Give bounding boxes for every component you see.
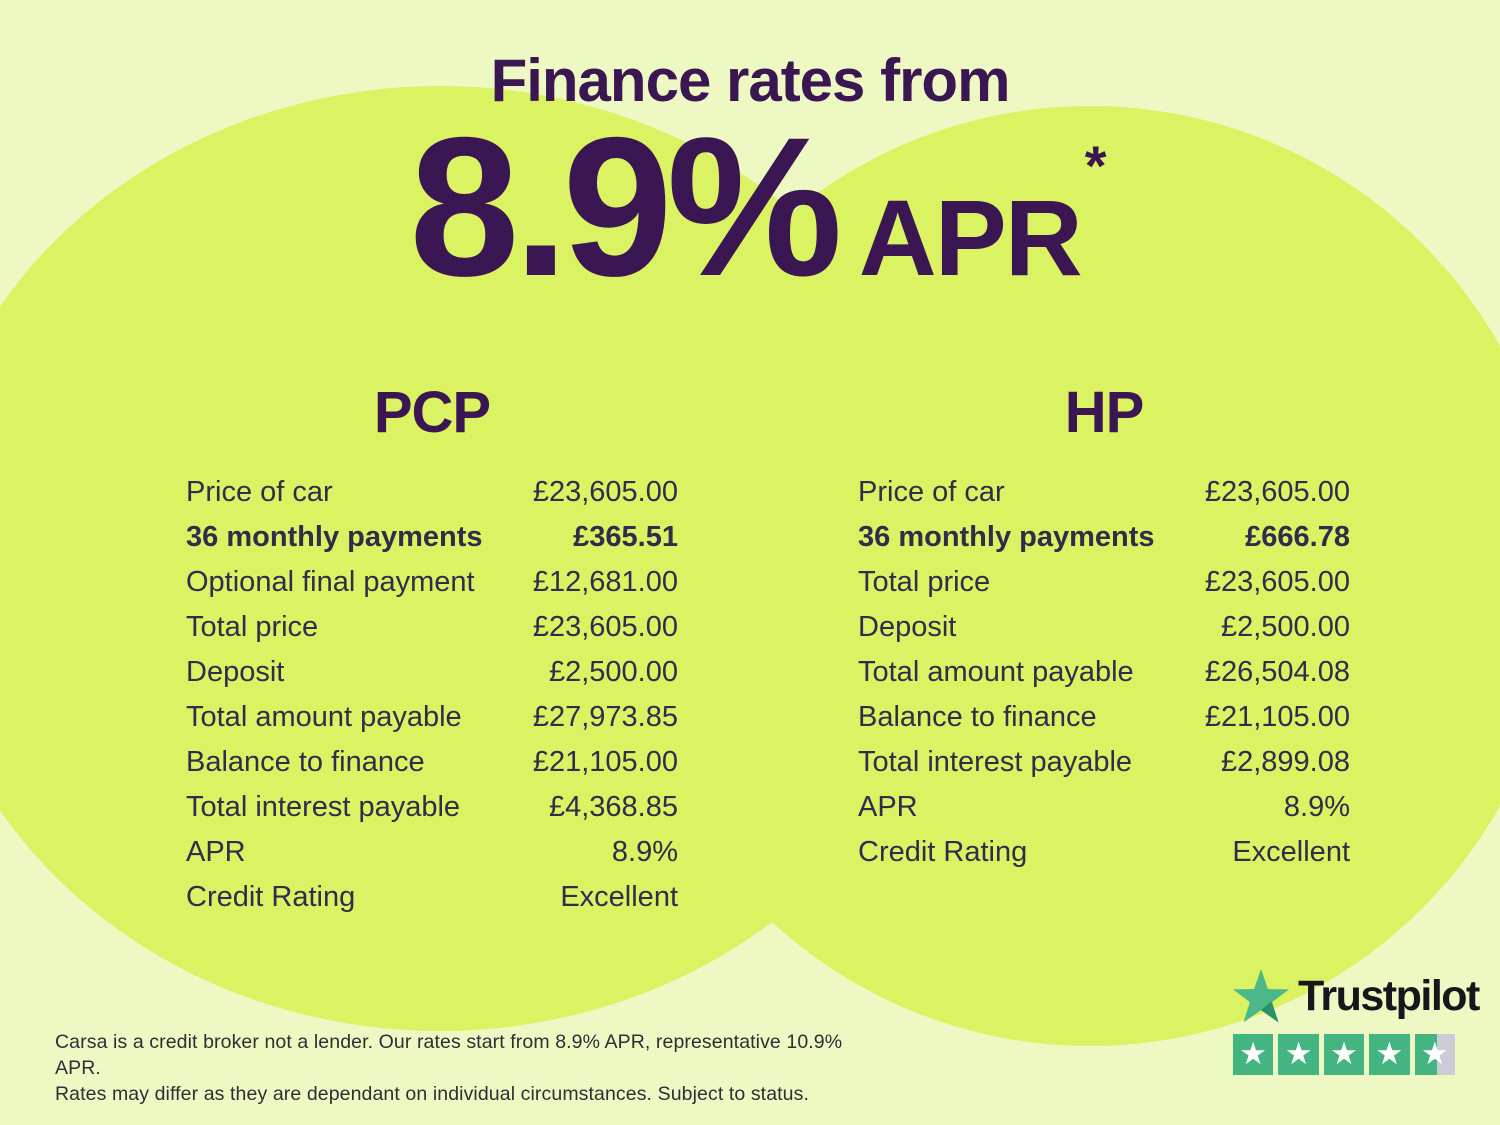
row-label: Credit Rating	[186, 881, 356, 913]
row-label: APR	[186, 836, 246, 868]
row-label: Deposit	[186, 656, 285, 688]
row-label: Total interest payable	[186, 791, 461, 823]
pcp-rows	[186, 470, 678, 920]
rate-unit	[858, 134, 1105, 298]
row-label: Total interest payable	[858, 746, 1133, 778]
table-row	[858, 740, 1350, 785]
row-label: Optional final payment	[186, 566, 475, 598]
row-label: Total amount payable	[858, 656, 1134, 688]
trustpilot-wordmark: Trustpilot	[1298, 971, 1479, 1020]
hp-finance-table	[858, 382, 1350, 875]
star-icon: ★	[1330, 1036, 1358, 1072]
row-value: £4,368.85	[548, 791, 678, 823]
trustpilot-rating-stars	[1233, 1034, 1455, 1075]
row-value: £2,500.00	[548, 656, 678, 688]
star-icon: ★	[1375, 1036, 1404, 1072]
headline-rate	[409, 96, 1105, 317]
table-row	[186, 470, 678, 515]
table-row	[186, 605, 678, 650]
row-value: £2,500.00	[1220, 611, 1350, 643]
table-row	[858, 830, 1350, 875]
table-row	[858, 785, 1350, 830]
rate-value: 8.9%	[409, 96, 837, 317]
trustpilot-logo	[1233, 969, 1479, 1023]
row-label: Price of car	[186, 476, 333, 508]
row-value: £23,605.00	[1204, 566, 1350, 598]
row-label: Credit Rating	[858, 836, 1028, 868]
row-label: APR	[858, 791, 918, 823]
row-value: £23,605.00	[532, 476, 678, 508]
row-label: Deposit	[858, 611, 957, 643]
star-box-full	[1278, 1034, 1318, 1075]
row-value: £23,605.00	[532, 611, 678, 643]
row-label: Price of car	[858, 476, 1005, 508]
table-row-monthly-payment	[858, 515, 1350, 560]
table-row	[186, 695, 678, 740]
asterisk-footnote-marker: *	[1084, 134, 1105, 197]
row-value: £21,105.00	[1204, 701, 1350, 733]
table-row	[858, 470, 1350, 515]
star-box-full	[1233, 1034, 1273, 1075]
pcp-title: PCP	[373, 380, 491, 445]
row-value: 8.9%	[1283, 791, 1350, 823]
table-row	[858, 605, 1350, 650]
hp-title: HP	[1064, 380, 1144, 445]
row-label: 36 monthly payments	[858, 521, 1155, 553]
star-icon: ★	[1420, 1036, 1449, 1072]
row-value: £26,504.08	[1204, 656, 1350, 688]
table-row	[186, 560, 678, 605]
row-label: 36 monthly payments	[186, 521, 483, 553]
row-value: £666.78	[1245, 521, 1350, 553]
table-row	[186, 650, 678, 695]
star-icon: ★	[1284, 1036, 1313, 1072]
row-value: £23,605.00	[1204, 476, 1350, 508]
rate-unit-text: APR	[858, 177, 1081, 298]
table-row-monthly-payment	[186, 515, 678, 560]
legal-disclaimer	[55, 1029, 875, 1107]
table-row	[858, 560, 1350, 605]
table-row	[186, 875, 678, 920]
row-value: Excellent	[560, 881, 678, 913]
row-label: Total price	[186, 611, 319, 643]
trustpilot-star-icon	[1233, 969, 1289, 1023]
disclaimer-line-1: Carsa is a credit broker not a lender. Our rates start from 8.9% APR, representative 10.9% APR.	[55, 1031, 843, 1079]
row-value: 8.9%	[611, 836, 678, 868]
row-label: Balance to finance	[858, 701, 1097, 733]
row-label: Balance to finance	[186, 746, 425, 778]
disclaimer-line-2: Rates may differ as they are dependant on individual circumstances. Subject to status.	[55, 1083, 809, 1105]
hp-rows	[858, 470, 1350, 875]
row-value: Excellent	[1232, 836, 1350, 868]
headline-kicker: Finance rates from	[490, 47, 1010, 114]
row-label: Total amount payable	[186, 701, 462, 733]
table-row	[186, 785, 678, 830]
table-row	[858, 650, 1350, 695]
star-box-full	[1324, 1034, 1364, 1075]
row-value: £2,899.08	[1220, 746, 1350, 778]
table-row	[186, 830, 678, 875]
trustpilot-badge	[1233, 969, 1479, 1075]
row-value: £21,105.00	[532, 746, 678, 778]
star-icon: ★	[1239, 1036, 1268, 1072]
row-value: £27,973.85	[532, 701, 678, 733]
star-box-full	[1369, 1034, 1409, 1075]
table-row	[186, 740, 678, 785]
row-value: £365.51	[573, 521, 678, 553]
row-label: Total price	[858, 566, 991, 598]
pcp-finance-table	[186, 382, 678, 920]
row-value: £12,681.00	[532, 566, 678, 598]
table-row	[858, 695, 1350, 740]
star-box-half	[1415, 1034, 1455, 1075]
